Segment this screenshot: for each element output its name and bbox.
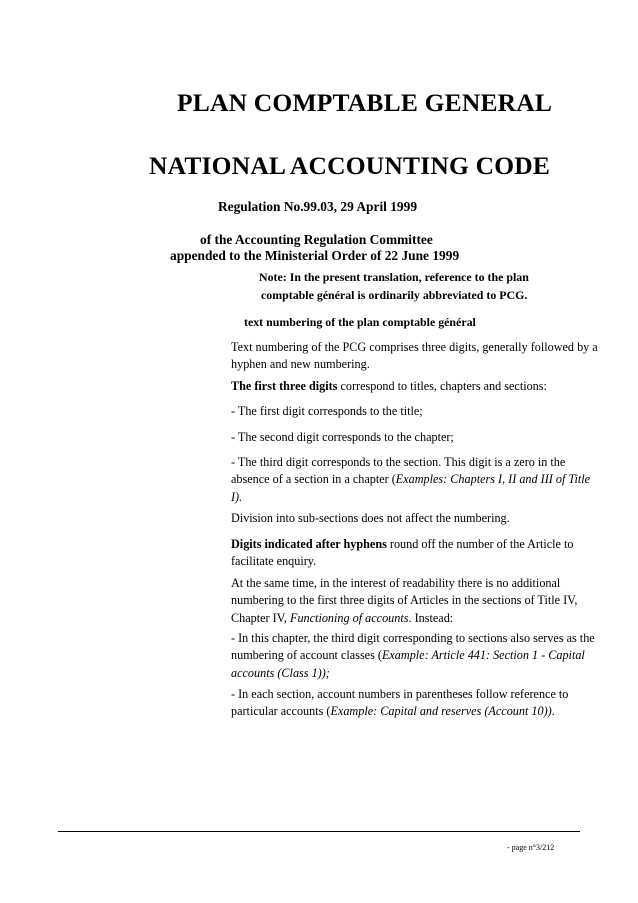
italic-example: Example: Article 441: Section 1 - Capital accounts (Class 1)); [231,648,585,680]
paragraph-text: At the same time, in the interest of readability there is no additional numbering to the first three digits of Articles in the sections of Title IV, Chapter IV, [231,576,578,625]
paragraph-digits-after-hyphens [231,536,603,571]
paragraph-text-end: . [551,704,555,719]
paragraph-second-digit [231,429,603,446]
document-title: PLAN COMPTABLE GENERAL [177,88,553,117]
paragraph-text: - In this chapter, the third digit corresponding to sections also serves as the numbering of account classes ( [231,631,595,663]
paragraph-readability [231,575,603,627]
bold-phrase: Digits indicated after hyphens [231,537,387,551]
ministerial-order-line: appended to the Ministerial Order of 22 June 1999 [170,248,460,263]
paragraph-text: - The third digit corresponds to the section. This digit is a zero in the absence of a section in a chapter ( [231,455,566,487]
paragraph-text: - The second digit corresponds to the chapter; [231,430,454,444]
section-heading: text numbering of the plan comptable général [244,315,476,329]
footer-divider [58,831,580,832]
translation-note-line-1: Note: In the present translation, reference to the plan [259,270,529,284]
committee-line: of the Accounting Regulation Committee [200,232,433,247]
paragraph-text: Text numbering of the PCG comprises three digits, generally followed by a hyphen and new numbering. [231,340,598,372]
paragraph-text: - In each section, account numbers in parentheses follow reference to particular accounts ( [231,687,569,719]
paragraph-text: correspond to titles, chapters and sections: [337,379,547,393]
italic-example: Example: Capital and reserves (Account 10)) [330,704,552,719]
paragraph-text: - The first digit corresponds to the title; [231,404,423,418]
paragraph-text: Division into sub-sections does not affect the numbering. [231,511,510,525]
paragraph-chapter-sections [231,630,603,682]
italic-example: Examples: Chapters I, II and III of Title I). [231,472,591,504]
paragraph-sub-sections [231,510,603,527]
regulation-line: Regulation No.99.03, 29 April 1999 [218,199,418,214]
paragraph-third-digit [231,454,603,506]
paragraph-text-end: . Instead: [408,610,454,625]
paragraph-account-numbers [231,686,603,721]
paragraph-first-three-digits [231,378,603,395]
document-subtitle: NATIONAL ACCOUNTING CODE [149,151,551,180]
italic-phrase: Functioning of accounts [290,610,409,625]
paragraph-text-numbering [231,339,603,374]
page-number: - page n°3/212 [507,843,555,852]
paragraph-text: round off the number of the Article to facilitate enquiry. [231,537,574,569]
bold-phrase: The first three digits [231,379,338,393]
paragraph-first-digit [231,403,603,420]
translation-note-line-2: comptable général is ordinarily abbreviated to PCG. [261,288,528,302]
